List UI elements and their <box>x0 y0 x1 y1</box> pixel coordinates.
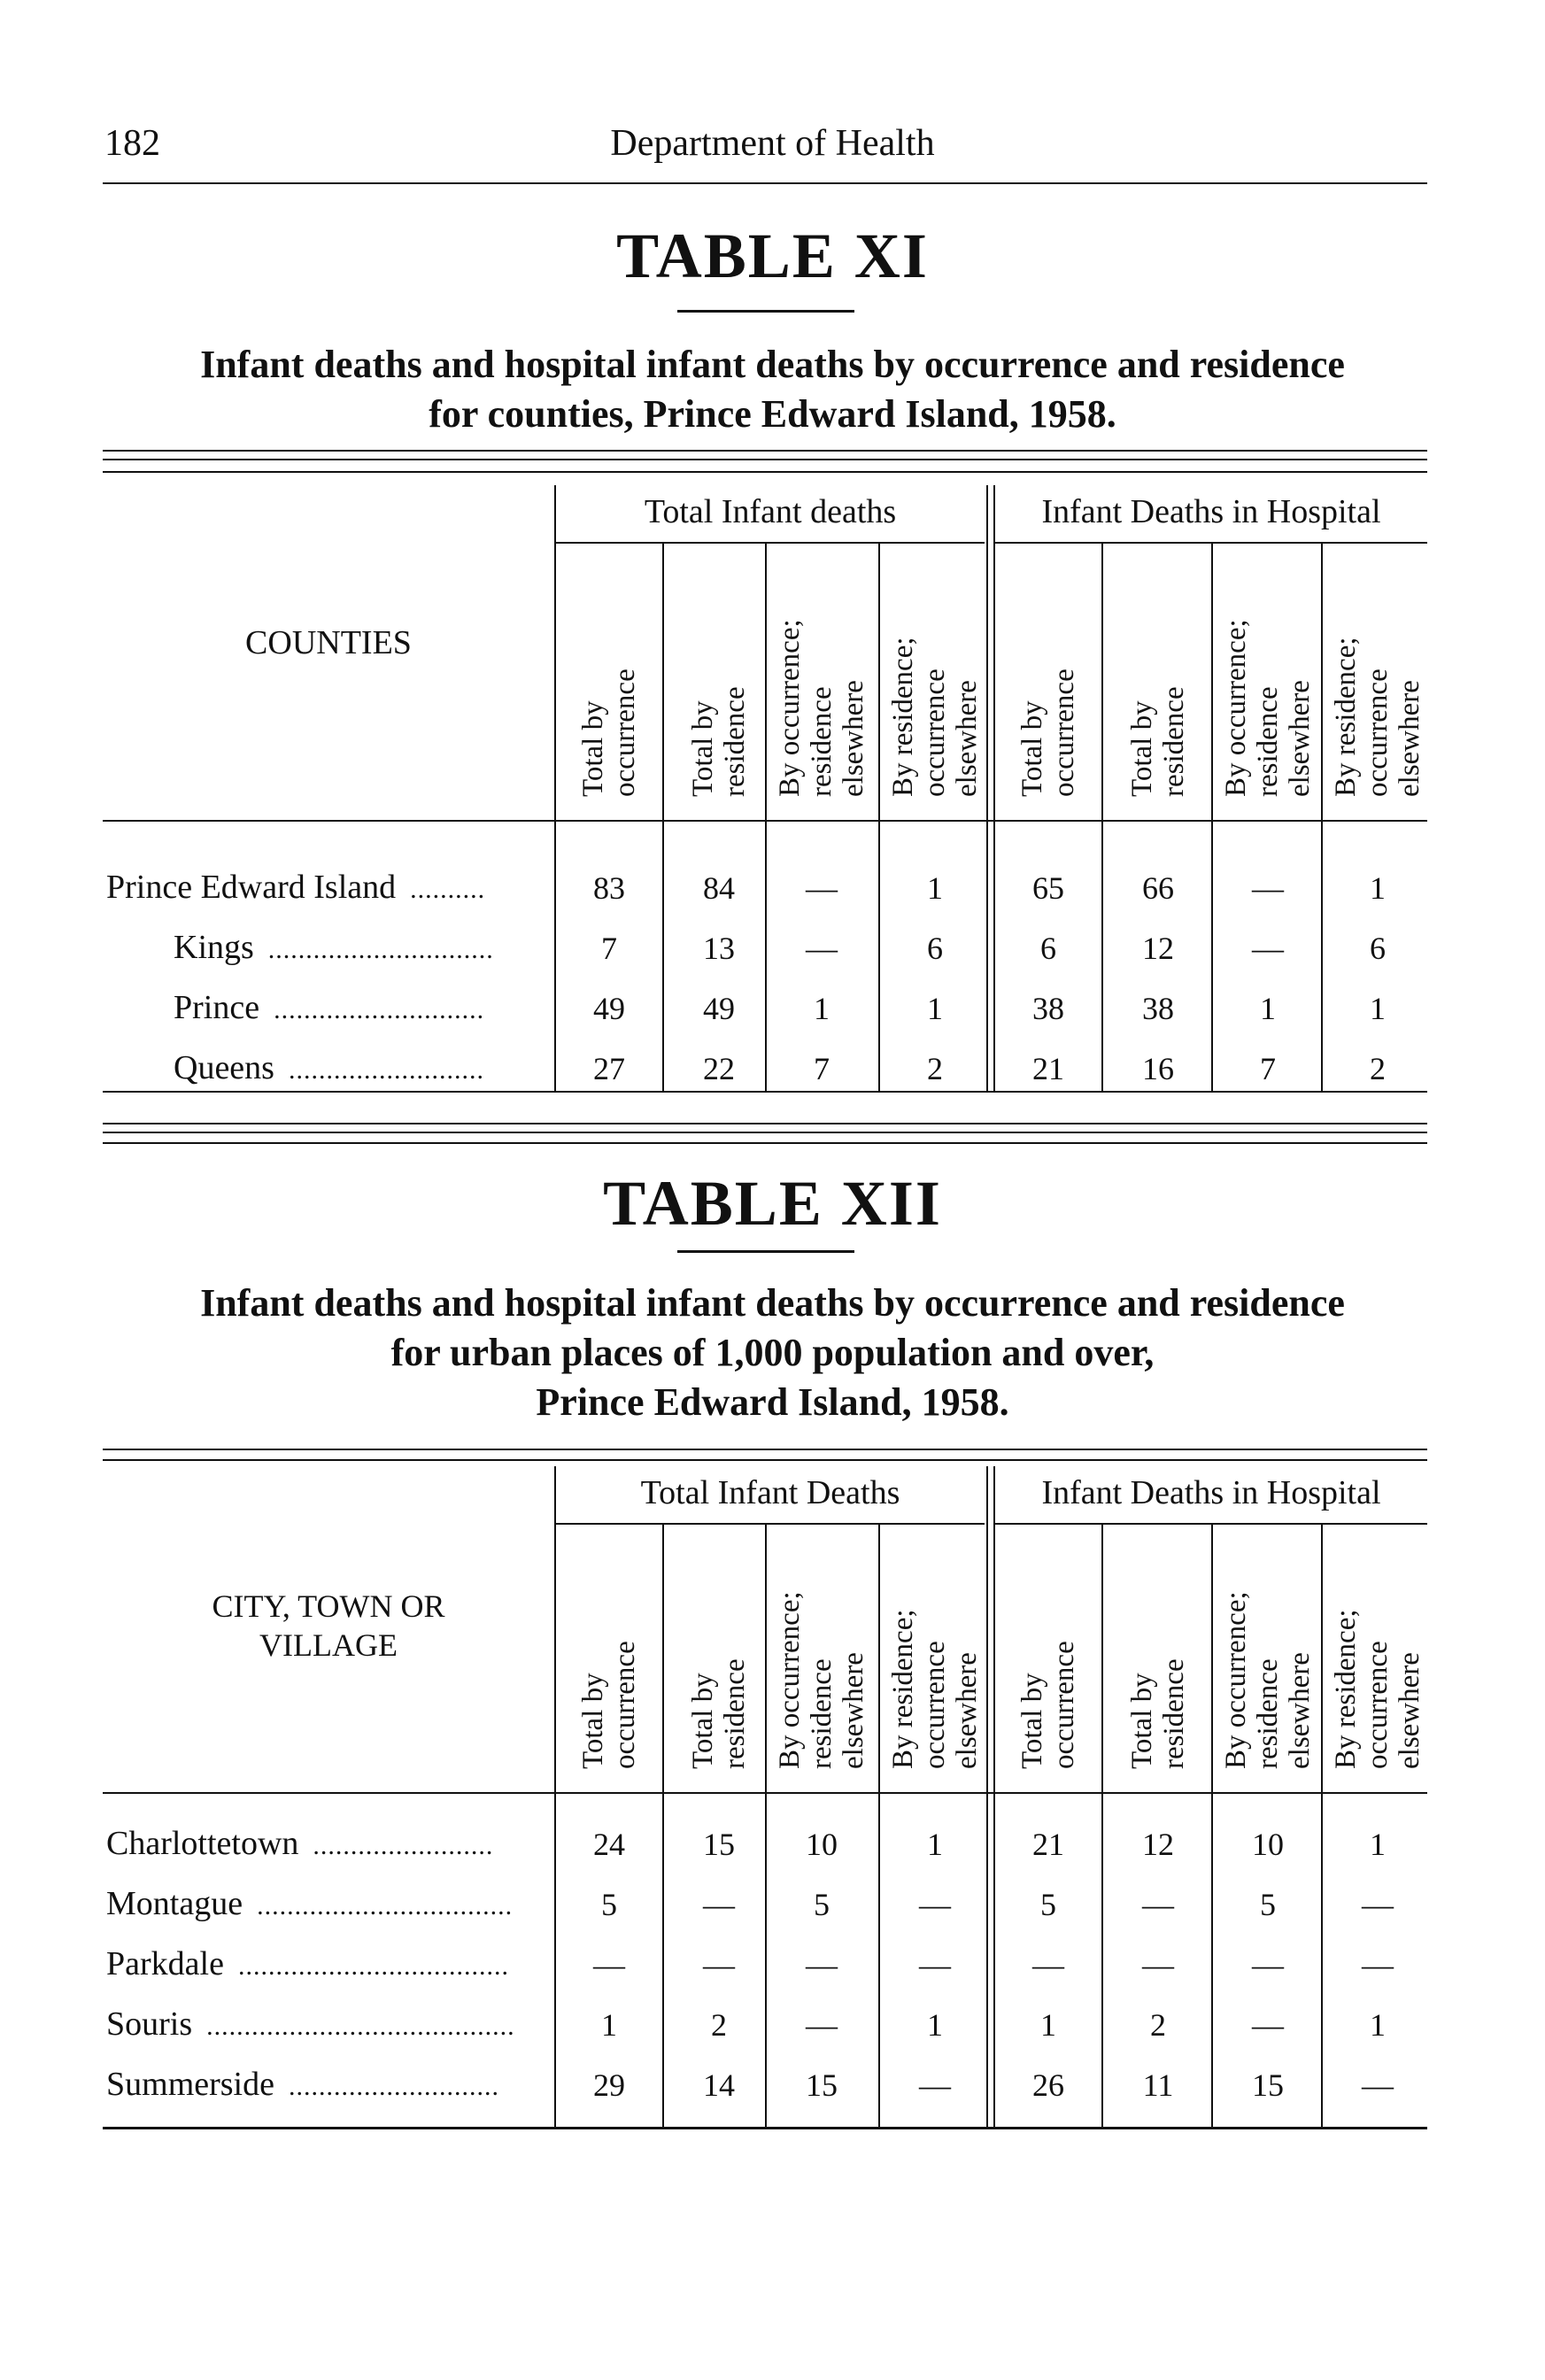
dot-leader: .................................. <box>257 1891 514 1920</box>
table-cell: 26 <box>1032 2067 1064 2103</box>
column-header-line: occurrence <box>1362 668 1394 797</box>
dot-leader: ........................ <box>313 1831 494 1860</box>
table-cell: 1 <box>1260 991 1276 1026</box>
table-row <box>0 928 1545 967</box>
row-label <box>106 1944 540 1983</box>
dot-leader: .......................... <box>288 1055 484 1085</box>
column-header <box>577 1535 641 1769</box>
table-cell: 1 <box>927 991 943 1026</box>
header-rule <box>103 182 1427 184</box>
table-row <box>0 1884 1545 1923</box>
row-label-text: Montague <box>106 1885 243 1922</box>
table-cell: — <box>1142 1947 1174 1982</box>
column-rule <box>662 542 664 1091</box>
table-cell: 2 <box>711 2007 727 2043</box>
table-cell: — <box>919 1887 951 1922</box>
column-rule <box>878 1523 880 2127</box>
table-cell: 49 <box>593 991 625 1026</box>
table-cell: 6 <box>1040 931 1056 966</box>
table-row <box>0 1824 1545 1863</box>
table-cell: 13 <box>703 931 735 966</box>
column-rule <box>1211 1523 1213 2127</box>
table-cell: 84 <box>703 870 735 906</box>
stub-header: CITY, TOWN OR VILLAGE <box>212 1588 445 1663</box>
table-row <box>0 1944 1545 1983</box>
column-rule <box>878 542 880 1091</box>
separator-rule <box>103 1123 1427 1124</box>
column-header-line: elsewhere <box>951 1652 983 1769</box>
column-header-line: Total by <box>1126 700 1158 797</box>
table-bottom-rule <box>103 1091 1427 1093</box>
running-title: Department of Health <box>610 123 935 164</box>
table-cell: — <box>806 870 838 906</box>
row-label-text: Parkdale <box>106 1945 224 1982</box>
table-cell: 29 <box>593 2067 625 2103</box>
column-header-line: residence <box>1158 1658 1190 1769</box>
table-cell: — <box>1252 1947 1284 1982</box>
column-header <box>1126 1535 1190 1769</box>
table-cell: 10 <box>806 1827 838 1862</box>
column-rule <box>765 542 767 1091</box>
column-header-line: elsewhere <box>838 680 869 797</box>
column-header <box>1330 554 1425 797</box>
table-cell: — <box>1362 2067 1394 2103</box>
column-header-line: By residence; <box>887 1609 919 1769</box>
column-header-line: occurrence <box>919 668 951 797</box>
table-cell: — <box>1252 870 1284 906</box>
table-cell: — <box>593 1947 625 1982</box>
dot-leader: .................................... <box>237 1951 509 1981</box>
column-header-line: occurrence <box>1362 1641 1394 1769</box>
table-cell: 12 <box>1142 931 1174 966</box>
table-cell: — <box>919 1947 951 1982</box>
table-cell: 5 <box>814 1887 830 1922</box>
table-cell: 2 <box>1150 2007 1166 2043</box>
dot-leader: .......... <box>410 875 486 904</box>
group-header-total: Total Infant deaths <box>644 493 897 530</box>
column-header-line: elsewhere <box>951 680 983 797</box>
table-cell: 12 <box>1142 1827 1174 1862</box>
table-xii-caption: Infant deaths and hospital infant deaths by occurrence and residence for urban places of 1,000 population and over, Prince Edward Island, 1958. <box>200 1281 1345 1424</box>
column-header <box>1126 554 1190 797</box>
separator-rule <box>103 1142 1427 1144</box>
column-header <box>687 554 751 797</box>
column-header <box>1330 1535 1425 1769</box>
group-rule <box>556 542 985 544</box>
table-cell: 66 <box>1142 870 1174 906</box>
column-header-line: occurrence <box>1048 668 1080 797</box>
dot-leader: ......................................... <box>206 2012 515 2041</box>
column-header-line: Total by <box>1016 1673 1048 1769</box>
table-cell: 1 <box>1370 991 1386 1026</box>
column-rule <box>993 1466 995 2127</box>
table-xi-caption: Infant deaths and hospital infant deaths by occurrence and residence for counties, Prince Edward Island, 1958. <box>200 343 1345 436</box>
table-cell: — <box>703 1887 735 1922</box>
dot-leader: .............................. <box>267 935 494 964</box>
row-label <box>106 868 540 907</box>
table-cell: 11 <box>1142 2067 1174 2103</box>
column-header <box>774 554 869 797</box>
column-rule <box>554 1466 556 2127</box>
table-cell: 1 <box>927 870 943 906</box>
row-label-text: Kings <box>174 929 254 966</box>
column-header-line: elsewhere <box>1394 1652 1425 1769</box>
table-cell: 5 <box>601 1887 617 1922</box>
dot-leader: ............................ <box>288 2072 499 2101</box>
column-rule <box>1321 1523 1323 2127</box>
column-header-line: By residence; <box>887 637 919 797</box>
column-header <box>887 1535 983 1769</box>
table-xii-title: TABLE XII <box>603 1168 942 1239</box>
table-cell: — <box>1362 1887 1394 1922</box>
table-cell: 5 <box>1040 1887 1056 1922</box>
table-cell: 1 <box>814 991 830 1026</box>
column-header-line: By occurrence; <box>774 619 806 797</box>
title-underline <box>677 310 854 313</box>
column-header-line: residence <box>806 686 838 797</box>
row-label-text: Prince Edward Island <box>106 869 397 906</box>
table-cell: 38 <box>1032 991 1064 1026</box>
table-cell: — <box>1032 1947 1064 1982</box>
column-header-line: Total by <box>577 1673 609 1769</box>
column-rule <box>993 485 995 1091</box>
column-header-line: occurrence <box>1048 1641 1080 1769</box>
table-cell: 27 <box>593 1051 625 1086</box>
column-rule <box>765 1523 767 2127</box>
table-cell: 83 <box>593 870 625 906</box>
column-header <box>577 554 641 797</box>
table-row <box>0 868 1545 907</box>
table-cell: 1 <box>1370 2007 1386 2043</box>
column-rule <box>986 1466 988 2127</box>
table-xi-title: TABLE XI <box>616 220 929 291</box>
column-header-line: Total by <box>687 1673 719 1769</box>
table-cell: 7 <box>1260 1051 1276 1086</box>
column-header-line: elsewhere <box>1394 680 1425 797</box>
table-cell: 21 <box>1032 1051 1064 1086</box>
table-cell: — <box>1252 2007 1284 2043</box>
table-cell: — <box>806 1947 838 1982</box>
column-header-line: By occurrence; <box>1220 619 1252 797</box>
column-header-line: By residence; <box>1330 637 1362 797</box>
column-header-line: Total by <box>577 700 609 797</box>
column-header <box>1220 1535 1316 1769</box>
table-bottom-rule <box>103 2127 1427 2129</box>
table-top-rule <box>103 459 1427 460</box>
table-cell: 22 <box>703 1051 735 1086</box>
dot-leader: ............................ <box>274 995 485 1024</box>
row-label <box>174 1048 540 1087</box>
row-label-text: Queens <box>174 1049 274 1086</box>
table-cell: 15 <box>1252 2067 1284 2103</box>
column-header-line: By occurrence; <box>1220 1591 1252 1769</box>
row-label <box>106 1824 540 1863</box>
table-top-rule <box>103 471 1427 473</box>
table-cell: 10 <box>1252 1827 1284 1862</box>
table-cell: 7 <box>814 1051 830 1086</box>
row-label <box>106 1884 540 1923</box>
row-label <box>174 988 540 1027</box>
column-header-line: Total by <box>1126 1673 1158 1769</box>
column-rule <box>554 485 556 1091</box>
table-cell: 1 <box>1040 2007 1056 2043</box>
table-cell: 1 <box>1370 1827 1386 1862</box>
table-row <box>0 988 1545 1027</box>
column-header-line: Total by <box>1016 700 1048 797</box>
table-cell: 65 <box>1032 870 1064 906</box>
page-number: 182 <box>104 123 160 164</box>
group-rule <box>556 1523 985 1525</box>
table-cell: 2 <box>1370 1051 1386 1086</box>
table-row <box>0 2065 1545 2104</box>
column-header-line: elsewhere <box>1284 1652 1316 1769</box>
table-cell: — <box>806 2007 838 2043</box>
column-rule <box>1321 542 1323 1091</box>
column-header-line: By occurrence; <box>774 1591 806 1769</box>
column-header-line: residence <box>1252 1658 1284 1769</box>
table-cell: 38 <box>1142 991 1174 1026</box>
table-cell: — <box>806 931 838 966</box>
table-top-rule <box>103 1449 1427 1450</box>
column-header-line: occurrence <box>609 1641 641 1769</box>
table-cell: 7 <box>601 931 617 966</box>
table-cell: 15 <box>806 2067 838 2103</box>
table-cell: — <box>703 1947 735 1982</box>
row-label <box>106 2005 540 2044</box>
table-cell: 1 <box>927 1827 943 1862</box>
column-header-line: occurrence <box>609 668 641 797</box>
row-label <box>174 928 540 967</box>
table-cell: 16 <box>1142 1051 1174 1086</box>
table-top-rule <box>103 450 1427 452</box>
row-label-text: Souris <box>106 2005 193 2043</box>
table-cell: 15 <box>703 1827 735 1862</box>
group-header-hospital: Infant Deaths in Hospital <box>1041 493 1381 530</box>
column-header <box>1016 1535 1080 1769</box>
group-header-hospital: Infant Deaths in Hospital <box>1041 1474 1381 1511</box>
column-header-line: residence <box>719 1658 751 1769</box>
column-header-line: Total by <box>687 700 719 797</box>
column-rule <box>662 1523 664 2127</box>
column-header-line: residence <box>719 686 751 797</box>
table-cell: — <box>1362 1947 1394 1982</box>
table-cell: 24 <box>593 1827 625 1862</box>
column-rule <box>1101 542 1103 1091</box>
row-label-text: Summerside <box>106 2066 274 2103</box>
row-label-text: Charlottetown <box>106 1825 299 1862</box>
column-header-line: By residence; <box>1330 1609 1362 1769</box>
table-cell: 1 <box>1370 870 1386 906</box>
table-cell: 1 <box>601 2007 617 2043</box>
column-header-line: residence <box>1158 686 1190 797</box>
separator-rule <box>103 1132 1427 1133</box>
table-cell: — <box>1252 931 1284 966</box>
table-cell: 1 <box>927 2007 943 2043</box>
table-cell: 2 <box>927 1051 943 1086</box>
table-cell: 49 <box>703 991 735 1026</box>
table-top-rule <box>103 1459 1427 1461</box>
column-rule <box>986 485 988 1091</box>
group-header-total: Total Infant Deaths <box>640 1474 900 1511</box>
table-cell: — <box>919 2067 951 2103</box>
table-cell: 5 <box>1260 1887 1276 1922</box>
table-cell: 6 <box>927 931 943 966</box>
column-header-line: elsewhere <box>1284 680 1316 797</box>
table-cell: 21 <box>1032 1827 1064 1862</box>
row-label <box>106 2065 540 2104</box>
column-header <box>1016 554 1080 797</box>
column-header-line: occurrence <box>919 1641 951 1769</box>
column-rule <box>1101 1523 1103 2127</box>
table-cell: 14 <box>703 2067 735 2103</box>
column-header <box>774 1535 869 1769</box>
column-header <box>1220 554 1316 797</box>
title-underline <box>677 1250 854 1253</box>
table-row <box>0 1048 1545 1087</box>
table-cell: 6 <box>1370 931 1386 966</box>
column-header <box>887 554 983 797</box>
column-header-line: elsewhere <box>838 1652 869 1769</box>
column-rule <box>1211 542 1213 1091</box>
table-row <box>0 2005 1545 2044</box>
column-header-line: residence <box>1252 686 1284 797</box>
row-label-text: Prince <box>174 989 260 1026</box>
stub-header: COUNTIES <box>245 624 412 661</box>
column-header-line: residence <box>806 1658 838 1769</box>
table-cell: — <box>1142 1887 1174 1922</box>
column-header <box>687 1535 751 1769</box>
